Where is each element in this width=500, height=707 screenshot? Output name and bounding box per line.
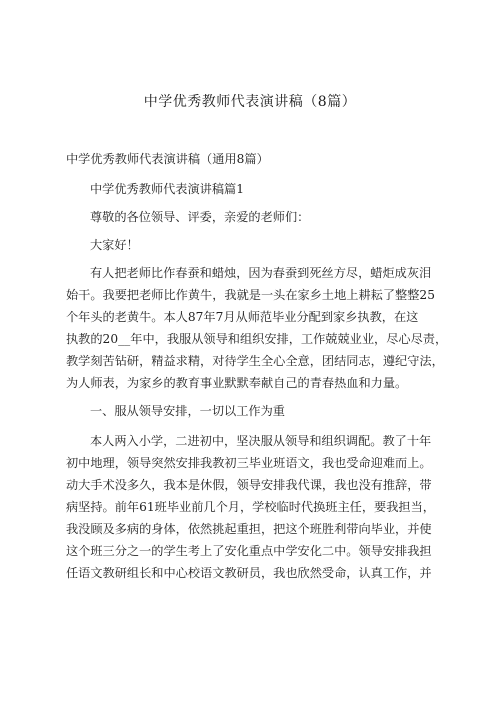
paragraph-line: 为人师表，为家乡的教育事业默默奉献自己的青春热血和力量。 — [66, 376, 408, 390]
heading-1: 一、服从领导安排，一切以工作为重 — [90, 404, 285, 418]
greeting-line: 尊敬的各位领导、评委，亲爱的老师们： — [90, 210, 310, 224]
paragraph-line: 教学刻苦钻研，精益求精，对待学生全心全意，团结同志，遵纪守法， — [66, 354, 444, 368]
hello-line: 大家好！ — [90, 238, 139, 252]
paragraph-line: 初中地理，领导突然安排我教初三毕业班语文，我也受命迎难而上。 — [66, 456, 432, 470]
paragraph-line: 任语文教研组长和中心校语文教研员，我也欣然受命，认真工作，并 — [66, 566, 432, 580]
paragraph-line: 执教的20__年中，我服从领导和组织安排，工作兢兢业业，尽心尽责， — [66, 332, 448, 346]
paragraph-line: 这个班三分之一的学生考上了安化重点中学安化二中。领导安排我担 — [66, 544, 432, 558]
section-title: 中学优秀教师代表演讲稿篇1 — [90, 182, 245, 196]
paragraph-line: 始干。我要把老师比作黄牛，我就是一头在家乡土地上耕耘了整整25 — [66, 288, 435, 302]
document-title: 中学优秀教师代表演讲稿（8篇） — [143, 94, 357, 110]
paragraph-line: 病坚持。前年61班毕业前几个月，学校临时代换班主任，要我担当， — [66, 500, 435, 514]
paragraph-line: 个年头的老黄牛。本人87年7月从师范毕业分配到家乡执教，在这 — [66, 310, 419, 324]
paragraph-line: 有人把老师比作春蚕和蜡烛，因为春蚕到死丝方尽，蜡炬成灰泪 — [90, 266, 432, 280]
paragraph-line: 动大手术没多久，我本是休假，领导安排我代课，我也没有推辞，带 — [66, 478, 432, 492]
paragraph-line: 我没顾及多病的身体，依然挑起重担，把这个班胜利带向毕业，并使 — [66, 522, 432, 536]
paragraph-line: 本人两入小学，二进初中，坚决服从领导和组织调配。教了十年 — [90, 434, 432, 448]
document-subtitle: 中学优秀教师代表演讲稿（通用8篇） — [66, 152, 269, 166]
